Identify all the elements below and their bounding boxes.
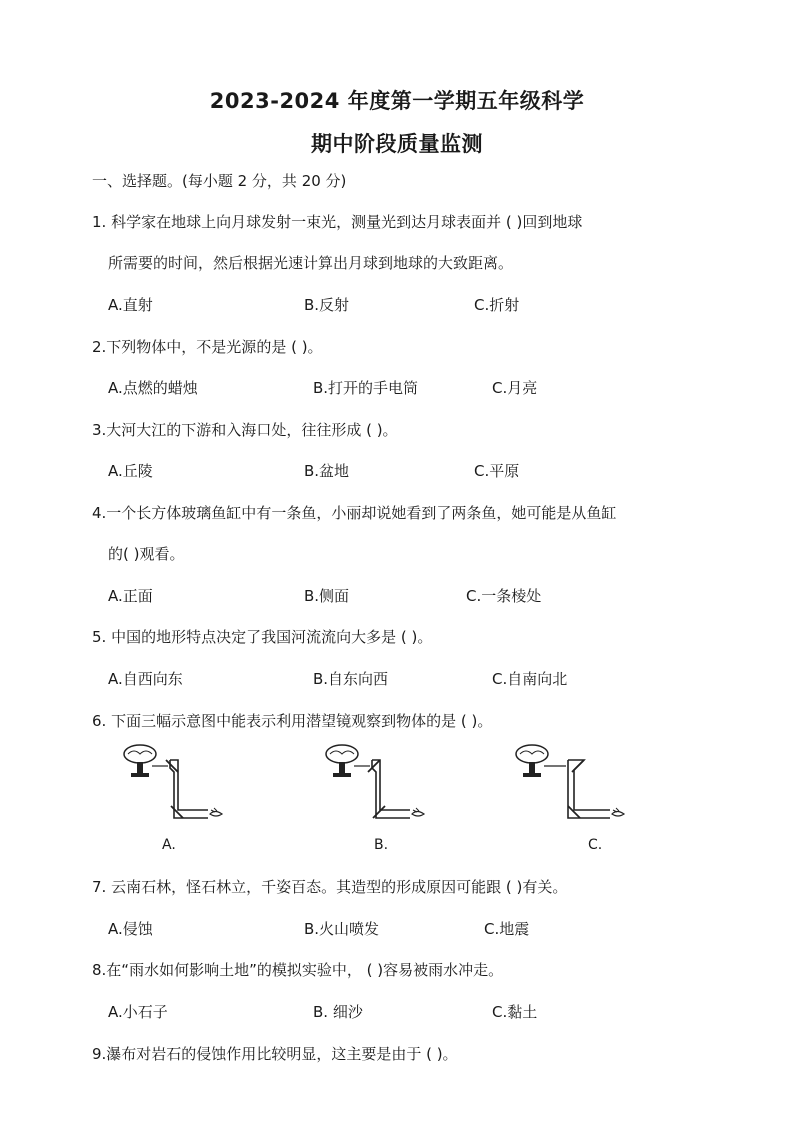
- question-1-line2: 所需要的时间，然后根据光速计算出月球到地球的大致距离。: [108, 254, 514, 272]
- question-2-line1: 2.下列物体中，不是光源的是 ( )。: [92, 338, 323, 356]
- question-5-option-a[interactable]: A.自西向东: [108, 670, 183, 688]
- question-2-option-a[interactable]: A.点燃的蜡烛: [108, 379, 198, 397]
- question-5-option-c[interactable]: C.自南向北: [492, 670, 568, 688]
- question-1-line1: 1. 科学家在地球上向月球发射一束光，测量光到达月球表面并 ( )回到地球: [92, 213, 583, 231]
- diagram-a-label: A.: [162, 837, 176, 853]
- question-8-option-b[interactable]: B. 细沙: [313, 1003, 363, 1021]
- eye-icon: [210, 808, 222, 816]
- question-7-option-a[interactable]: A.侵蚀: [108, 920, 153, 938]
- diagram-b-label: B.: [374, 837, 389, 853]
- question-7-line1: 7. 云南石林，怪石林立，千姿百态。其造型的形成原因可能跟 ( )有关。: [92, 878, 568, 896]
- section-heading: 一、选择题。(每小题 2 分，共 20 分): [92, 172, 347, 190]
- diagram-c-label: C.: [588, 837, 603, 853]
- question-7-option-c[interactable]: C.地震: [484, 920, 530, 938]
- exam-title-line1: 2023-2024 年度第一学期五年级科学: [209, 89, 585, 113]
- question-8-option-c[interactable]: C.黏土: [492, 1003, 538, 1021]
- question-4-option-a[interactable]: A.正面: [108, 587, 153, 605]
- question-1-option-c[interactable]: C.折射: [474, 296, 520, 314]
- question-6-line1: 6. 下面三幅示意图中能表示利用潜望镜观察到物体的是 ( )。: [92, 712, 493, 730]
- question-2-option-c[interactable]: C.月亮: [492, 379, 538, 397]
- question-4-line1: 4.一个长方体玻璃鱼缸中有一条鱼，小丽却说她看到了两条鱼，她可能是从鱼缸: [92, 504, 617, 522]
- question-9-line1: 9.瀑布对岩石的侵蚀作用比较明显，这主要是由于 ( )。: [92, 1045, 458, 1063]
- question-1-option-a[interactable]: A.直射: [108, 296, 153, 314]
- question-8-option-a[interactable]: A.小石子: [108, 1003, 168, 1021]
- exam-title-line2: 期中阶段质量监测: [311, 132, 483, 156]
- question-5-line1: 5. 中国的地形特点决定了我国河流流向大多是 ( )。: [92, 628, 433, 646]
- question-3-line1: 3.大河大江的下游和入海口处，往往形成 ( )。: [92, 421, 398, 439]
- question-8-line1: 8.在“雨水如何影响土地”的模拟实验中， ( )容易被雨水冲走。: [92, 961, 504, 979]
- tree-icon: [326, 745, 358, 777]
- eye-icon: [412, 808, 424, 816]
- tree-icon: [516, 745, 548, 777]
- question-5-option-b[interactable]: B.自东向西: [313, 670, 389, 688]
- eye-icon: [612, 808, 624, 816]
- question-3-option-b[interactable]: B.盆地: [304, 462, 350, 480]
- tree-icon: [124, 745, 156, 777]
- question-3-option-a[interactable]: A.丘陵: [108, 462, 153, 480]
- question-7-option-b[interactable]: B.火山喷发: [304, 920, 380, 938]
- question-4-option-c[interactable]: C.一条棱处: [466, 587, 542, 605]
- question-3-option-c[interactable]: C.平原: [474, 462, 520, 480]
- question-2-option-b[interactable]: B.打开的手电筒: [313, 379, 419, 397]
- question-4-line2: 的( )观看。: [108, 545, 185, 563]
- periscope-diagram-c[interactable]: [510, 742, 630, 822]
- periscope-diagram-a[interactable]: [118, 742, 228, 822]
- question-4-option-b[interactable]: B.侧面: [304, 587, 350, 605]
- periscope-diagram-b[interactable]: [320, 742, 430, 822]
- question-1-option-b[interactable]: B.反射: [304, 296, 350, 314]
